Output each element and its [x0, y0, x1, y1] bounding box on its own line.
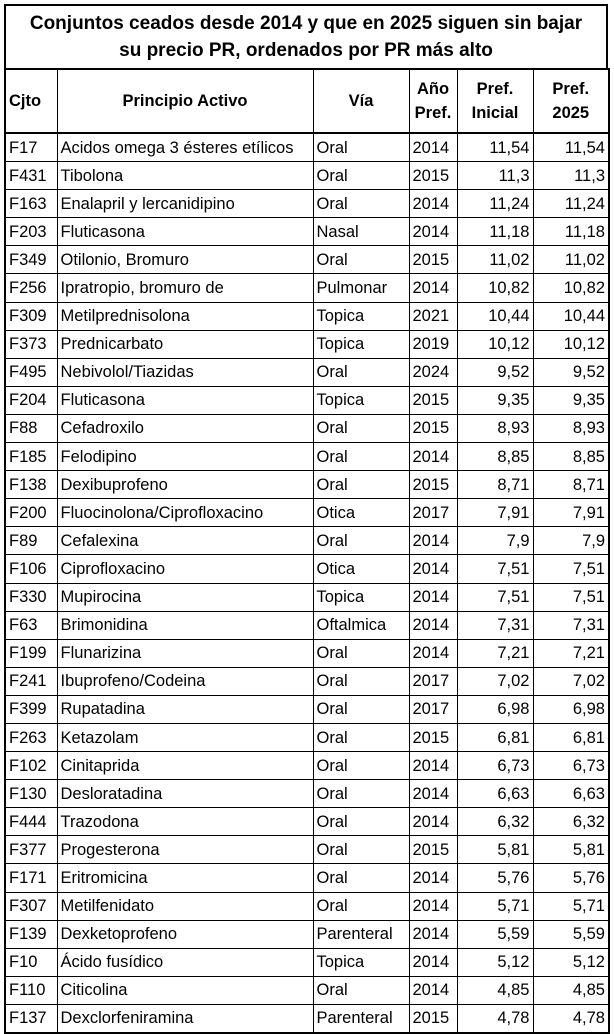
cell-anio-pref: 2017: [409, 499, 457, 527]
cell-principio-activo: Ibuprofeno/Codeina: [57, 667, 313, 695]
table-row: [5, 780, 609, 808]
cell-anio-pref: 2019: [409, 330, 457, 358]
cell-via: Oral: [313, 162, 409, 190]
cell-pref-inicial: 6,98: [457, 695, 533, 723]
table-row: [5, 1004, 609, 1033]
cell-pref-2025: 7,91: [533, 499, 609, 527]
cell-principio-activo: Otilonio, Bromuro: [57, 246, 313, 274]
cell-pref-inicial: 7,31: [457, 611, 533, 639]
cell-via: Topica: [313, 302, 409, 330]
cell-via: Oral: [313, 836, 409, 864]
table-body: [5, 133, 609, 1033]
cell-cjto: F349: [5, 246, 57, 274]
cell-via: Oral: [313, 723, 409, 751]
cell-cjto: F200: [5, 499, 57, 527]
cell-cjto: F88: [5, 414, 57, 442]
cell-cjto: F63: [5, 611, 57, 639]
cell-pref-inicial: 8,93: [457, 414, 533, 442]
cell-anio-pref: 2015: [409, 723, 457, 751]
cell-principio-activo: Metilprednisolona: [57, 302, 313, 330]
cell-cjto: F137: [5, 1004, 57, 1033]
cell-pref-2025: 5,59: [533, 920, 609, 948]
cell-cjto: F307: [5, 892, 57, 920]
cell-via: Otica: [313, 499, 409, 527]
cell-pref-inicial: 10,12: [457, 330, 533, 358]
cell-anio-pref: 2014: [409, 443, 457, 471]
cell-cjto: F204: [5, 386, 57, 414]
cell-pref-inicial: 9,35: [457, 386, 533, 414]
cell-pref-2025: 6,73: [533, 752, 609, 780]
table-row: [5, 583, 609, 611]
cell-pref-2025: 6,32: [533, 808, 609, 836]
cell-anio-pref: 2014: [409, 864, 457, 892]
cell-anio-pref: 2015: [409, 836, 457, 864]
cell-pref-inicial: 4,78: [457, 1004, 533, 1033]
cell-anio-pref: 2014: [409, 808, 457, 836]
cell-cjto: F263: [5, 723, 57, 751]
cell-anio-pref: 2014: [409, 920, 457, 948]
cell-via: Oftalmica: [313, 611, 409, 639]
cell-cjto: F17: [5, 133, 57, 162]
cell-anio-pref: 2015: [409, 1004, 457, 1033]
table-row: [5, 274, 609, 302]
cell-pref-2025: 8,85: [533, 443, 609, 471]
cell-principio-activo: Prednicarbato: [57, 330, 313, 358]
table-row: [5, 133, 609, 162]
table-row: [5, 386, 609, 414]
table-row: [5, 723, 609, 751]
cell-anio-pref: 2014: [409, 611, 457, 639]
cell-pref-2025: 10,44: [533, 302, 609, 330]
cell-pref-inicial: 7,91: [457, 499, 533, 527]
cell-pref-2025: 7,31: [533, 611, 609, 639]
title-line-2: su precio PR, ordenados por PR más alto: [119, 40, 493, 61]
cell-pref-2025: 6,63: [533, 780, 609, 808]
cell-pref-inicial: 8,85: [457, 443, 533, 471]
cell-via: Oral: [313, 695, 409, 723]
table-row: [5, 218, 609, 246]
cell-principio-activo: Fluocinolona/Ciprofloxacino: [57, 499, 313, 527]
cell-pref-inicial: 5,81: [457, 836, 533, 864]
cell-anio-pref: 2015: [409, 386, 457, 414]
cell-pref-2025: 8,93: [533, 414, 609, 442]
cell-principio-activo: Ciprofloxacino: [57, 555, 313, 583]
cell-principio-activo: Felodipino: [57, 443, 313, 471]
header-pref-inicial: Pref. Inicial: [457, 69, 533, 133]
cell-cjto: F171: [5, 864, 57, 892]
table-title: [4, 4, 608, 68]
spreadsheet: [4, 4, 608, 1034]
cell-pref-2025: 11,54: [533, 133, 609, 162]
cell-cjto: F399: [5, 695, 57, 723]
cell-cjto: F130: [5, 780, 57, 808]
cell-cjto: F495: [5, 358, 57, 386]
cell-cjto: F102: [5, 752, 57, 780]
cell-anio-pref: 2015: [409, 471, 457, 499]
cell-pref-2025: 7,51: [533, 555, 609, 583]
cell-via: Oral: [313, 133, 409, 162]
table-row: [5, 471, 609, 499]
cell-anio-pref: 2015: [409, 414, 457, 442]
cell-pref-2025: 6,81: [533, 723, 609, 751]
cell-pref-2025: 5,12: [533, 948, 609, 976]
cell-via: Topica: [313, 386, 409, 414]
cell-pref-2025: 8,71: [533, 471, 609, 499]
cell-pref-inicial: 8,71: [457, 471, 533, 499]
cell-via: Topica: [313, 330, 409, 358]
cell-cjto: F185: [5, 443, 57, 471]
cell-anio-pref: 2014: [409, 190, 457, 218]
table-row: [5, 808, 609, 836]
cell-pref-inicial: 6,81: [457, 723, 533, 751]
cell-cjto: F444: [5, 808, 57, 836]
cell-pref-inicial: 9,52: [457, 358, 533, 386]
cell-via: Oral: [313, 414, 409, 442]
cell-principio-activo: Citicolina: [57, 976, 313, 1004]
cell-principio-activo: Ketazolam: [57, 723, 313, 751]
cell-via: Nasal: [313, 218, 409, 246]
cell-anio-pref: 2014: [409, 639, 457, 667]
cell-via: Oral: [313, 808, 409, 836]
cell-principio-activo: Fluticasona: [57, 386, 313, 414]
cell-anio-pref: 2014: [409, 555, 457, 583]
table-row: [5, 864, 609, 892]
cell-pref-2025: 9,35: [533, 386, 609, 414]
cell-pref-2025: 11,24: [533, 190, 609, 218]
cell-principio-activo: Cefalexina: [57, 527, 313, 555]
table-row: [5, 920, 609, 948]
cell-cjto: F330: [5, 583, 57, 611]
header-principio-activo: Principio Activo: [57, 69, 313, 133]
cell-pref-inicial: 10,82: [457, 274, 533, 302]
cell-via: Oral: [313, 892, 409, 920]
cell-pref-2025: 10,82: [533, 274, 609, 302]
cell-anio-pref: 2017: [409, 695, 457, 723]
cell-pref-inicial: 7,51: [457, 583, 533, 611]
cell-via: Oral: [313, 471, 409, 499]
cell-via: Parenteral: [313, 1004, 409, 1033]
table-row: [5, 976, 609, 1004]
cell-pref-2025: 7,9: [533, 527, 609, 555]
cell-via: Oral: [313, 780, 409, 808]
cell-pref-inicial: 7,21: [457, 639, 533, 667]
cell-via: Oral: [313, 976, 409, 1004]
cell-via: Oral: [313, 639, 409, 667]
cell-anio-pref: 2014: [409, 274, 457, 302]
cell-pref-inicial: 5,76: [457, 864, 533, 892]
cell-via: Parenteral: [313, 920, 409, 948]
cell-principio-activo: Flunarizina: [57, 639, 313, 667]
table-row: [5, 414, 609, 442]
cell-principio-activo: Metilfenidato: [57, 892, 313, 920]
table-row: [5, 527, 609, 555]
cell-cjto: F256: [5, 274, 57, 302]
cell-anio-pref: 2014: [409, 892, 457, 920]
cell-cjto: F163: [5, 190, 57, 218]
cell-cjto: F431: [5, 162, 57, 190]
cell-pref-inicial: 10,44: [457, 302, 533, 330]
cell-cjto: F377: [5, 836, 57, 864]
table-row: [5, 162, 609, 190]
cell-via: Oral: [313, 527, 409, 555]
table-row: [5, 611, 609, 639]
cell-principio-activo: Progesterona: [57, 836, 313, 864]
cell-pref-inicial: 5,59: [457, 920, 533, 948]
table-row: [5, 190, 609, 218]
cell-principio-activo: Rupatadina: [57, 695, 313, 723]
cell-via: Oral: [313, 667, 409, 695]
cell-pref-inicial: 11,02: [457, 246, 533, 274]
cell-pref-inicial: 11,54: [457, 133, 533, 162]
cell-pref-2025: 5,76: [533, 864, 609, 892]
cell-principio-activo: Desloratadina: [57, 780, 313, 808]
cell-principio-activo: Fluticasona: [57, 218, 313, 246]
cell-via: Oral: [313, 246, 409, 274]
cell-pref-inicial: 11,24: [457, 190, 533, 218]
cell-cjto: F139: [5, 920, 57, 948]
cell-via: Oral: [313, 190, 409, 218]
header-row: [5, 69, 609, 133]
cell-cjto: F89: [5, 527, 57, 555]
cell-anio-pref: 2024: [409, 358, 457, 386]
cell-principio-activo: Ipratropio, bromuro de: [57, 274, 313, 302]
cell-principio-activo: Mupirocina: [57, 583, 313, 611]
cell-anio-pref: 2014: [409, 948, 457, 976]
cell-principio-activo: Trazodona: [57, 808, 313, 836]
table-row: [5, 752, 609, 780]
cell-anio-pref: 2014: [409, 133, 457, 162]
cell-principio-activo: Tibolona: [57, 162, 313, 190]
cell-cjto: F203: [5, 218, 57, 246]
cell-pref-inicial: 11,18: [457, 218, 533, 246]
cell-pref-inicial: 7,51: [457, 555, 533, 583]
cell-via: Topica: [313, 583, 409, 611]
table-row: [5, 302, 609, 330]
cell-pref-2025: 5,71: [533, 892, 609, 920]
cell-cjto: F110: [5, 976, 57, 1004]
cell-via: Topica: [313, 948, 409, 976]
cell-principio-activo: Enalapril y lercanidipino: [57, 190, 313, 218]
cell-cjto: F199: [5, 639, 57, 667]
cell-principio-activo: Eritromicina: [57, 864, 313, 892]
cell-cjto: F10: [5, 948, 57, 976]
cell-anio-pref: 2014: [409, 218, 457, 246]
cell-cjto: F241: [5, 667, 57, 695]
cell-pref-inicial: 6,32: [457, 808, 533, 836]
cell-pref-2025: 7,51: [533, 583, 609, 611]
cell-pref-2025: 5,81: [533, 836, 609, 864]
cell-pref-inicial: 4,85: [457, 976, 533, 1004]
cell-pref-2025: 7,02: [533, 667, 609, 695]
table-row: [5, 358, 609, 386]
cell-principio-activo: Dexibuprofeno: [57, 471, 313, 499]
cell-pref-2025: 10,12: [533, 330, 609, 358]
cell-pref-inicial: 7,9: [457, 527, 533, 555]
cell-via: Oral: [313, 443, 409, 471]
cell-pref-2025: 9,52: [533, 358, 609, 386]
cell-pref-2025: 11,18: [533, 218, 609, 246]
cell-principio-activo: Dexclorfeniramina: [57, 1004, 313, 1033]
cell-pref-inicial: 11,3: [457, 162, 533, 190]
cell-cjto: F106: [5, 555, 57, 583]
cell-anio-pref: 2014: [409, 752, 457, 780]
cell-principio-activo: Cinitaprida: [57, 752, 313, 780]
cell-anio-pref: 2014: [409, 527, 457, 555]
title-line-1: Conjuntos ceados desde 2014 y que en 2025 siguen sin bajar: [29, 13, 583, 34]
cell-pref-inicial: 5,71: [457, 892, 533, 920]
cell-cjto: F373: [5, 330, 57, 358]
cell-cjto: F138: [5, 471, 57, 499]
data-table: [4, 68, 610, 1034]
table-row: [5, 639, 609, 667]
cell-pref-2025: 4,85: [533, 976, 609, 1004]
cell-principio-activo: Nebivolol/Tiazidas: [57, 358, 313, 386]
cell-anio-pref: 2014: [409, 976, 457, 1004]
cell-pref-2025: 7,21: [533, 639, 609, 667]
table-row: [5, 695, 609, 723]
cell-via: Oral: [313, 752, 409, 780]
table-row: [5, 443, 609, 471]
table-row: [5, 246, 609, 274]
cell-via: Oral: [313, 358, 409, 386]
cell-via: Oral: [313, 864, 409, 892]
cell-anio-pref: 2015: [409, 162, 457, 190]
cell-anio-pref: 2017: [409, 667, 457, 695]
cell-pref-2025: 4,78: [533, 1004, 609, 1033]
table-row: [5, 836, 609, 864]
cell-anio-pref: 2015: [409, 246, 457, 274]
cell-pref-inicial: 6,73: [457, 752, 533, 780]
cell-pref-2025: 11,02: [533, 246, 609, 274]
cell-via: Pulmonar: [313, 274, 409, 302]
cell-cjto: F309: [5, 302, 57, 330]
cell-anio-pref: 2014: [409, 583, 457, 611]
table-row: [5, 667, 609, 695]
table-row: [5, 555, 609, 583]
cell-pref-2025: 11,3: [533, 162, 609, 190]
cell-pref-2025: 6,98: [533, 695, 609, 723]
cell-pref-inicial: 7,02: [457, 667, 533, 695]
header-pref-2025: Pref. 2025: [533, 69, 609, 133]
header-anio-pref: Año Pref.: [409, 69, 457, 133]
table-row: [5, 499, 609, 527]
cell-principio-activo: Acidos omega 3 ésteres etílicos: [57, 133, 313, 162]
cell-principio-activo: Brimonidina: [57, 611, 313, 639]
cell-anio-pref: 2014: [409, 780, 457, 808]
cell-principio-activo: Cefadroxilo: [57, 414, 313, 442]
cell-via: Otica: [313, 555, 409, 583]
cell-pref-inicial: 5,12: [457, 948, 533, 976]
table-row: [5, 892, 609, 920]
cell-pref-inicial: 6,63: [457, 780, 533, 808]
cell-anio-pref: 2021: [409, 302, 457, 330]
header-cjto: Cjto: [5, 69, 57, 133]
cell-principio-activo: Ácido fusídico: [57, 948, 313, 976]
table-row: [5, 330, 609, 358]
header-via: Vía: [313, 69, 409, 133]
cell-principio-activo: Dexketoprofeno: [57, 920, 313, 948]
table-row: [5, 948, 609, 976]
